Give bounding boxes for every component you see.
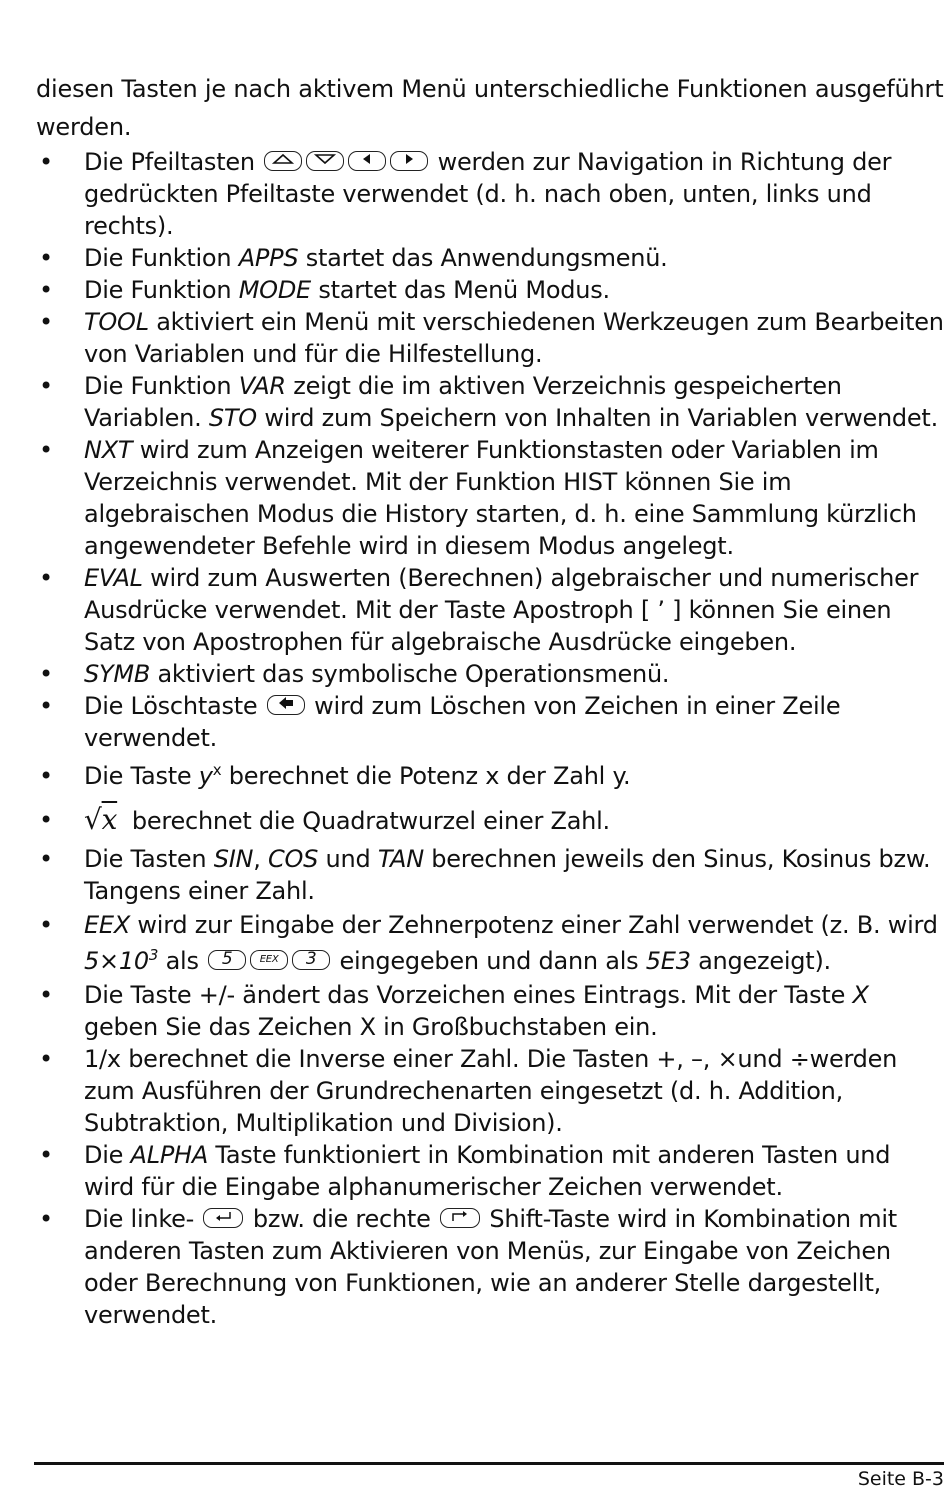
bullet-dot: •: [39, 308, 53, 336]
list-item: • EEX wird zur Eingabe der Zehnerpotenz einer Zahl verwendet (z. B. wird $5\times 10^3$ als 5 EEX 3 eingegeben und dann als 5E3 angezeigt).: [36, 907, 944, 979]
bullet-dot: •: [39, 564, 53, 592]
list-item: • Die Taste +/- ändert das Vorzeichen eines Eintrags. Mit der Taste X geben Sie das Zeichen X in Großbuchstaben ein.: [36, 979, 944, 1043]
key-3-icon: 3: [292, 950, 330, 970]
bullet-dot: •: [39, 845, 53, 873]
bullet-dot: •: [39, 1205, 53, 1233]
left-shift-key-icon: [203, 1208, 243, 1228]
page-number: Seite B-3: [857, 1468, 944, 1490]
bullet-dot: •: [39, 762, 53, 790]
key-5-icon: 5: [208, 950, 246, 970]
bullet-dot: •: [39, 660, 53, 688]
list-item: • NXT wird zum Anzeigen weiterer Funktionstasten oder Variablen im Verzeichnis verwendet. Mit der Funktion HIST können Sie im algebraischen Modus die History starten, d. h. eine Sammlung kürzlich angewendeter Befehle wird in diesem Modus angelegt.: [36, 434, 944, 562]
page-body: [36, 70, 944, 1331]
list-item: • Die Funktion MODE startet das Menü Modus.: [36, 274, 944, 306]
left-arrow-key-icon: [348, 151, 386, 171]
list-item: • Die Funktion APPS startet das Anwendungsmenü.: [36, 242, 944, 274]
list-item: • Die Funktion VAR zeigt die im aktiven Verzeichnis gespeicherten Variablen. STO wird zum Speichern von Inhalten in Variablen verwendet.: [36, 370, 944, 434]
bullet-dot: •: [39, 244, 53, 272]
list-item: • Die Pfeiltasten werden zur Navigation in Richtung der gedrückten Pfeiltaste verwendet (d. h. nach oben, unten, links und rechts).: [36, 146, 944, 242]
up-arrow-key-icon: [264, 151, 302, 171]
list-item: • Die Taste $y^x$ berechnet die Potenz x der Zahl y.: [36, 754, 944, 798]
list-item: • Die ALPHA Taste funktioniert in Kombination mit anderen Tasten und wird für die Eingabe alphanumerischer Zeichen verwendet.: [36, 1139, 944, 1203]
list-item: • √x berechnet die Quadratwurzel einer Zahl.: [36, 798, 944, 843]
list-item: • 1/x berechnet die Inverse einer Zahl. Die Tasten +, –, ×und ÷werden zum Ausführen der Grundrechenarten eingesetzt (d. h. Addition, Subtraktion, Multiplikation und Division).: [36, 1043, 944, 1139]
list-item: • Die Löschtaste wird zum Löschen von Zeichen in einer Zeile verwendet.: [36, 690, 944, 754]
key-description-list: [36, 146, 944, 1331]
list-item: • EVAL wird zum Auswerten (Berechnen) algebraischer und numerischer Ausdrücke verwendet. Mit der Taste Apostroph [ ’ ] können Sie einen Satz von Apostrophen für algebraische Ausdrücke eingeben.: [36, 562, 944, 658]
bullet-dot: •: [39, 1141, 53, 1169]
bullet-dot: •: [39, 692, 53, 720]
right-arrow-key-icon: [390, 151, 428, 171]
bullet-dot: •: [39, 276, 53, 304]
intro-paragraph: diesen Tasten je nach aktivem Menü unterschiedliche Funktionen ausgeführt werden.: [36, 75, 944, 141]
sqrt-symbol: √x: [84, 803, 118, 836]
bullet-dot: •: [39, 436, 53, 464]
list-item: • Die Tasten SIN, COS und TAN berechnen jeweils den Sinus, Kosinus bzw. Tangens einer Zahl.: [36, 843, 944, 907]
list-item: • Die linke- bzw. die rechte Shift-Taste wird in Kombination mit anderen Tasten zum Aktivieren von Menüs, zur Eingabe von Zeichen oder Berechnung von Funktionen, wie an anderer Stelle dargestellt, verwendet.: [36, 1203, 944, 1331]
bullet-dot: •: [39, 981, 53, 1009]
bullet-dot: •: [39, 148, 53, 176]
footer-rule: [34, 1462, 944, 1465]
bullet-dot: •: [39, 1045, 53, 1073]
backspace-key-icon: [267, 695, 305, 715]
bullet-dot: •: [39, 372, 53, 400]
list-item: • TOOL aktiviert ein Menü mit verschiedenen Werkzeugen zum Bearbeiten von Variablen und für die Hilfestellung.: [36, 306, 944, 370]
bullet-dot: •: [39, 911, 53, 939]
bullet-dot: •: [39, 806, 53, 834]
down-arrow-key-icon: [306, 151, 344, 171]
list-item: • SYMB aktiviert das symbolische Operationsmenü.: [36, 658, 944, 690]
right-shift-key-icon: [440, 1208, 480, 1228]
key-eex-icon: EEX: [250, 950, 288, 970]
